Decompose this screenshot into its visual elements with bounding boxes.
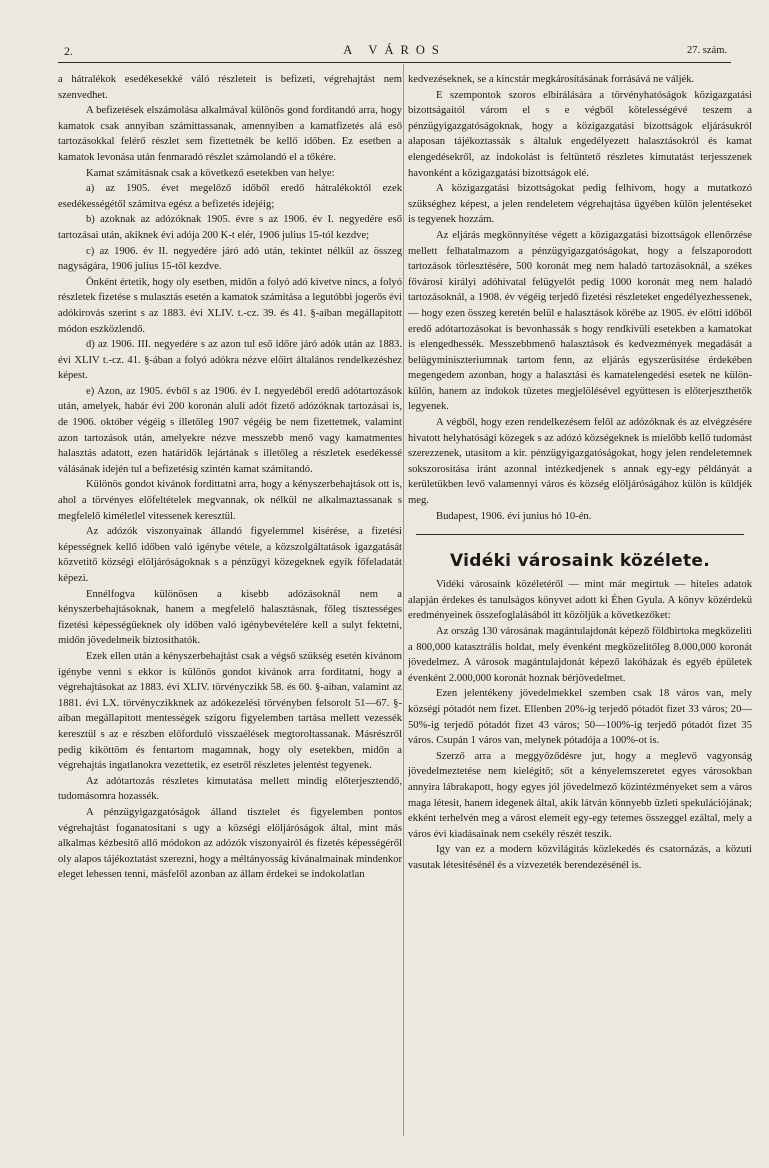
page-number: 2.: [64, 44, 73, 58]
paragraph: Ezek ellen után a kényszerbehajtást csak a végső szükség esetén kivánom igénybe venni s ekkor is különös gondot kivánok arra forditatni, hogy a végrehajtásokat az 1883. évi XLIV. törvényczikk 58. és 60. §-aiban, valamint az 1881. évi LX. törvényczikknek az adókezelési törvényben felsorolt 51—67. §-aiban megállapitott mentességek szigoru figyelemben tartása mellett vezessék keresztül s az e részben előforduló visszaélések megtoroltassanak. Másrészről pedig kiköttöm és fentartom magamnak, hogy oly esetekben, midőn a végrehajtás ingatlanokra vezettetik, ez esetről részletes jelentést tegyenek.: [58, 650, 402, 772]
paragraph: kedvezéseknek, se a kincstár megkárosításának forrásává ne váljék.: [408, 74, 695, 85]
decree-continuation: [408, 72, 752, 524]
section-rule: [416, 534, 744, 535]
paragraph: A végből, hogy ezen rendelkezésem felől az adózóknak és az elvégzésére hivatott helyhatósági közegek s az adózó községeknek is mielőbb kellő tudomást szerezzenek, utasitom a kir. pénzügyigazgatóságokat, hogy jelen rendeletemnek sokszorositása iránt azonnal intézkedjenek s annak egy-egy példányát a kerületükben levő valamennyi város és község elöljáróságához külön is küldjék meg.: [408, 417, 752, 507]
paragraph: Igy van ez a modern közvilágitás közlekedés és csatornázás, a közuti vasutak létesitésénél és a vizvezeték berendezésénél is.: [408, 844, 752, 871]
paragraph: Szerző arra a meggyőződésre jut, hogy a meglevő vagyonság jövedelmeztetése nem kielégitő; sőt a kényelemszeretet egyes városokban annyira lábrakapott, hogy egyes jól jövedelmező közintézményeket sem a város maga létesit, hanem idegenek által, akik látván könnyebb üzleti spekulációjának; ekként terhelvén meg a várost elemeit egy-egy tetemes összeggel ezáltal, mely a város évi kiadásainak nem csekély részét teszik.: [408, 750, 752, 840]
paragraph: Önként értetik, hogy oly esetben, midőn a folyó adó kivetve nincs, a folyó részletek fizetése s mulasztás esetén a kamatok számitása a legutóbbi jogerős évi adókirovás szerint s az 1883. évi XLIV. t.-cz. 39. és 41. §-aiban megállapitott módon eszközlendő.: [58, 276, 402, 335]
paragraph: c) az 1906. év II. negyedére járó adó után, tekintet nélkül az összeg nagyságára, 1906 julius 15-től kezdve.: [58, 245, 402, 273]
paragraph: Ezen jelentékeny jövedelmekkel szemben csak 18 város van, mely községi pótadót nem fizet. Ellenben 20%-ig terjedő pótadót fizet 33 város; 20—50%-ig terjedő pótadót fizet 43 város; 50—100%-ig terjedő pótadót fizet 35 város. Csupán 1 város van, melynek pótadója a 100%-ot is.: [408, 688, 752, 747]
publication-title: A VÁROS: [343, 43, 446, 57]
section-title: Vidéki városaink közélete.: [449, 551, 711, 572]
left-column: [58, 72, 402, 1150]
paragraph: E szempontok szoros elbirálására a törvényhatóságok közigazgatási bizottságaitól várom el s e végből kötelességévé teszem a pénzügyigazgatóságoknak, hogy a közigazgatási bizottságok eljárásukról alaposan tájékoztassák s általuk engedélyezett halasztásokról és kamat elengedésekről, az indokolást is feltüntető részletes kimutatást terjesszenek havonként a közigazgatási bizottságok elé.: [408, 89, 752, 179]
paragraph: Az ország 130 városának magántulajdonát képező földbirtoka megközeliti a 800,000 katasztrális holdat, mely évenként megközelitőleg 8.000,000 koronát jövedelmez. A városok magántulajdonát képező lakóházak és egyéb épületek évenként 2.000,000 koronát hoznak bérjövedelmet.: [408, 626, 752, 684]
paragraph: Budapest, 1906. évi junius hó 10-én.: [436, 510, 592, 522]
paragraph: Különös gondot kivánok fordittatni arra, hogy a kényszerbehajtások ott is, ahol a törvényes előfeltételek megvannak, ok nélkül ne alkalmaztassanak s megfelelő kiméletlel vitessenek keresztül.: [58, 479, 402, 522]
paragraph: Az adózók viszonyainak állandó figyelemmel kisérése, a fizetési képességnek kellő időben való igénybe vétele, a közszolgáltatások igazgatását közvetitő községi elöljáróságoknak s a pénzügyi közegeknek egyik főfeladatát képezi.: [58, 526, 402, 584]
page-header: [58, 38, 731, 63]
paragraph: Az eljárás megkönnyitése végett a közigazgatási bizottságok ellenőrzése mellett felhatalmazom a pénzügyigazgatóságokat, hogy a felszaporodott tartozások törlesztésére, 500 koronát meg nem haladó tartozásoknál, a székes fővárosi királyi adóhivatal felügyelőt pedig 1000 koronát meg nem haladó tartozásoknál, a 1908. év végéig terjedő fizetési részleteket engedélyezhessenek, — hogy ezen összeg keretén belül e halasztások körébe az 1905. év előtti időből eredő adótartozásokat is bevonhassák s hogy rendkivüli esetekben a kamatokat is elengedhessék. Messzebbmenő halasztások és kedvezmények megadását a belügyminiszteriumnak tartom fenn, az eljárás egyszerüsitése érdekében megengedem azonban, hogy a halasztási és kamatelengedési esetek ne külön-külön, hanem az indokok tüzetes megjelölésével együttesen is előterjeszthetők legyenek.: [408, 229, 752, 413]
paragraph: b) azoknak az adózóknak 1905. évre s az 1906. év I. negyedére eső tartozásai után, akiknek évi adója 200 K-t elér, 1906 julius 15-tól kezdve;: [58, 214, 402, 241]
paragraph: A közigazgatási bizottságokat pedig felhivom, hogy a mutatkozó szükséghez képest, a jelen rendeletem végrehajtása ügyében külön jelentéseket is tegyenek hozzám.: [408, 183, 752, 226]
right-column: [408, 72, 752, 1150]
paragraph: Ennélfogva különösen a kisebb adózásoknál nem a kényszerbehajtásoknak, hanem a megfelelő halasztásnak, főleg tisztességes fizetési képességűeknek oly időben való igénybevételére kell a sulyt fektetni, midőn jövedelmeik biztosithatók.: [58, 588, 402, 647]
issue-number: 27. szám.: [687, 45, 727, 56]
article-body: [408, 577, 752, 873]
paragraph: A pénzügyigazgatóságok álland tisztelet és figyelemben pontos végrehajtást foganatositani s ugy a községi elöljáróságok által, mint más alkalmas kézbesitő allő módokon az adózók viszonyairól és fizetés képességéről oly alapos tájékoztatást szerezni, hogy a méltányosság kivánalmainak mindenkor eleget lehessen tenni, másfelől azonban az állam érdekei se indokolatlan: [58, 806, 402, 881]
paragraph: Az adótartozás részletes kimutatása mellett mindig előterjesztendő, tudomásomra hozassék.: [58, 775, 402, 803]
column-divider: [403, 64, 404, 1136]
paragraph: A befizetések elszámolása alkalmával különös gond forditandó arra, hogy kamatok csak annyiban számittassanak, amennyiben a kamatfizetés alá eső tartozásokkal felérő részlet sem fizettetnék be kellő időben. Ez esetben a kamatok levonása után fenmaradó részlet számolandó el a tőkére.: [58, 105, 402, 163]
paragraph: a hátralékok esedékesekké váló részleteit is befizeti, végrehajtást nem szenvedhet.: [58, 74, 402, 101]
paragraph: Kamat számitásnak csak a következő esetekben van helye:: [86, 167, 335, 179]
paragraph: d) az 1906. III. negyedére s az azon tul eső időre járó adók után az 1883. évi XLIV t.-cz. 41. §-ában a folyó adókra nézve előirt általános rendelkezéshez képest.: [58, 339, 402, 382]
paragraph: e) Azon, az 1905. évből s az 1906. év I. negyedéből eredő adótartozások után, amelyek, habár évi 200 koronán aluli adót fizető adózóknak tartozásai is, de 1906. október végéig s illetőleg 1907 végéig be nem fizettetnek, valamint azon tartozások után, amelyekre nézve messzebb menő vagy kamatmentes halasztás adatott, ezen határidők lejártának s illetőleg a részletek esedékessé válásának idején tul a befizetésig szintén kamat számitandó.: [58, 385, 402, 475]
paragraph: Vidéki városaink közéletéről — mint már megirtuk — hiteles adatok alapján érdekes és tanulságos könyvet adott ki Éhen Gyula. A könyv közérdekü eredményeinek összefoglalásából itt közöljük a következőket:: [408, 579, 752, 622]
paragraph: a) az 1905. évet megelőző időből eredő hátralékoktól ezek esedékességétől számitva egész a befizetés idejéig;: [58, 183, 402, 210]
